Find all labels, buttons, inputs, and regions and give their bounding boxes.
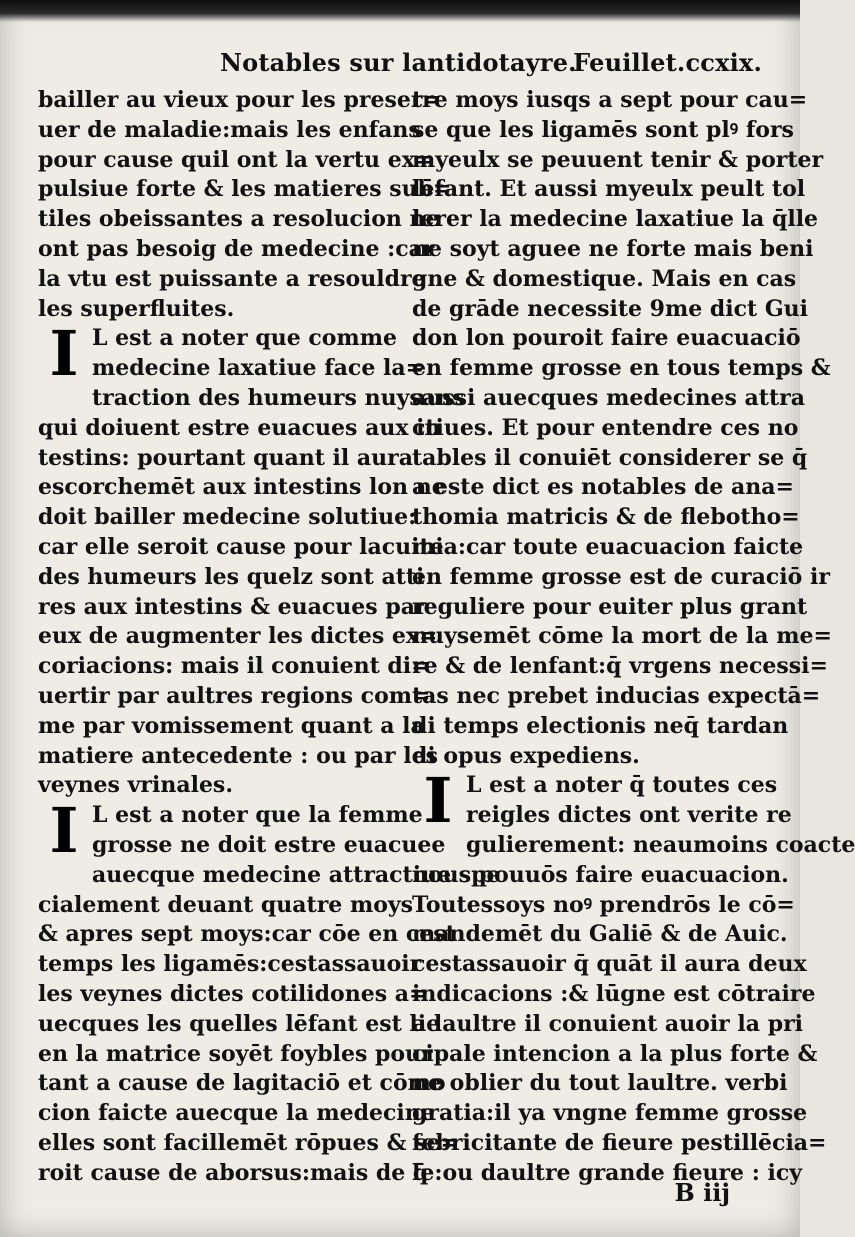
text-line: temps les ligamēs:cestassauoir xyxy=(38,951,422,978)
text-line: les veynes dictes cotilidones a= xyxy=(38,980,428,1007)
left-column xyxy=(38,86,501,1188)
signature-mark: B iij xyxy=(674,1178,730,1207)
text-line: di opus expediens. xyxy=(412,742,640,769)
text-line: ont pas besoig de medecine :car xyxy=(38,235,435,262)
text-line: coriacions: mais il conuient di= xyxy=(38,653,430,680)
text-line: lerer la medecine laxatiue la q̄lle xyxy=(412,206,819,233)
text-line: bailler au vieux pour les preser= xyxy=(38,87,441,113)
text-line: reigles dictes ont verite re xyxy=(466,802,792,829)
text-line: gulierement: neaumoins coacte xyxy=(466,831,855,858)
text-line: les superfluites. xyxy=(38,295,235,322)
paragraph-1 xyxy=(38,317,465,801)
text-line: en femme grosse est de curaciō ir xyxy=(412,563,830,590)
text-line: cestassauoir q̄ quāt il aura deux xyxy=(412,951,807,978)
folio-number: Feuillet.ccxix. xyxy=(573,48,762,77)
text-line: mandemēt du Galiē & de Auic. xyxy=(412,921,788,948)
text-line: indicacions :& lūgne est cōtraire xyxy=(412,980,816,1007)
text-line: testins: pourtant quant il aura xyxy=(38,444,414,471)
text-line: cipale intencion a la plus forte & xyxy=(412,1040,818,1067)
text-line: reguliere pour euiter plus grant xyxy=(412,593,808,620)
page-edge-shadow xyxy=(0,0,800,22)
text-line: ne soyt aguee ne forte mais beni xyxy=(412,235,814,262)
text-line: eux de augmenter les dictes ex= xyxy=(38,623,438,650)
text-line: de grāde necessite 9me dict Gui xyxy=(412,295,808,322)
text-line: en la matrice soyēt foybles pour xyxy=(38,1040,433,1067)
text-line: roit cause de aborsus:mais de q̄ xyxy=(38,1159,429,1186)
text-line: pulsiue forte & les matieres sub= xyxy=(38,176,452,203)
text-line: veynes vrinales. xyxy=(38,772,233,799)
text-line: re & de lenfant:q̄ vrgens necessi= xyxy=(412,653,828,680)
paragraph-2 xyxy=(38,794,501,1188)
text-line: ne oblier du tout laultre. verbi xyxy=(412,1070,788,1097)
text-line: res aux intestins & euacues par xyxy=(38,593,427,620)
text-line: grosse ne doit estre euacuee xyxy=(92,831,446,858)
text-line: L est a noter que la femme xyxy=(92,802,423,829)
paragraph-3 xyxy=(412,764,855,1188)
text-line: a laultre il conuient auoir la pri xyxy=(412,1010,804,1037)
running-head xyxy=(220,48,780,88)
text-line: elles sont facillemēt rōpues & se= xyxy=(38,1129,459,1156)
text-line: auecque medecine attractiue spe xyxy=(92,861,501,888)
text-line: traction des humeurs nuysans xyxy=(92,384,465,411)
text-line: medecine laxatiue face la= xyxy=(92,355,425,382)
text-line: cialement deuant quatre moys xyxy=(38,891,414,918)
text-line: febricitante de fieure pestillēcia= xyxy=(412,1129,827,1156)
text-line: uer de maladie:mais les enfans xyxy=(38,116,421,143)
text-line: don lon pouroit faire euacuaciō xyxy=(412,325,801,352)
page-title: Notables sur lantidotayre. xyxy=(220,48,577,77)
text-line: pour cause quil ont la vertu ex= xyxy=(38,146,434,173)
text-line: la vtu est puissante a resouldre xyxy=(38,265,426,292)
text-line: lēfant. Et aussi myeulx peult tol xyxy=(412,176,806,203)
text-line: L est a noter que comme xyxy=(92,325,397,352)
text-line: uecques les quelles lēfant est lie xyxy=(38,1010,441,1037)
text-line: nuysemēt cōme la mort de la me= xyxy=(412,623,832,650)
text-line: gratia:il ya vngne femme grosse xyxy=(412,1100,808,1127)
text-line: Toutessoys noꝰ prendrōs le cō= xyxy=(412,891,795,918)
right-opening-text xyxy=(412,86,832,771)
decorated-initial: I xyxy=(49,794,79,868)
text-line: des humeurs les quelz sont atti xyxy=(38,563,425,590)
text-line: doit bailler medecine solutiue: xyxy=(38,504,417,531)
text-line: myeulx se peuuent tenir & porter xyxy=(412,146,824,173)
text-line: L est a noter q̄ toutes ces xyxy=(466,772,778,799)
text-line: thomia matricis & de flebotho= xyxy=(412,504,800,531)
text-line: gne & domestique. Mais en cas xyxy=(412,265,797,292)
text-line: matiere antecedente : ou par les xyxy=(38,742,439,769)
decorated-initial: I xyxy=(423,764,453,838)
text-line: tables il conuiēt considerer se q̄ xyxy=(412,444,808,471)
text-line: qui doiuent estre euacues aux in xyxy=(38,414,441,441)
text-line: tant a cause de lagitaciō et cōmo xyxy=(38,1070,446,1097)
text-line: en femme grosse en tous temps & xyxy=(412,355,831,382)
text-line: tiles obeissantes a resolucion ne xyxy=(38,206,440,233)
text-line: le:ou daultre grande fieure : icy xyxy=(412,1159,803,1186)
text-line: tas nec prebet inducias expectā= xyxy=(412,682,821,709)
text-line: me par vomissement quant a la xyxy=(38,712,425,739)
right-column xyxy=(412,86,855,1188)
text-line: ctiues. Et pour entendre ces no xyxy=(412,414,799,441)
text-line: escorchemēt aux intestins lon ne xyxy=(38,474,446,501)
text-line: cion faicte auecque la medecine xyxy=(38,1100,435,1127)
left-opening-text xyxy=(38,86,452,324)
text-line: aussi auecques medecines attra xyxy=(412,384,805,411)
text-line: a este dict es notables de ana= xyxy=(412,474,794,501)
text-line: & apres sept moys:car cōe en cest xyxy=(38,921,456,948)
text-line: se que les ligamēs sont plꝰ fors xyxy=(412,116,794,143)
decorated-initial: I xyxy=(49,317,79,391)
text-line: car elle seroit cause pour lacuite xyxy=(38,533,444,560)
text-line: mia:car toute euacuacion faicte xyxy=(412,533,804,560)
text-line: nous pouuōs faire euacuacion. xyxy=(412,861,789,888)
text-line: di temps electionis neq̄ tardan xyxy=(412,712,789,739)
text-line: tre moys iusqs a sept pour cau= xyxy=(412,87,808,113)
text-line: uertir par aultres regions com= xyxy=(38,682,431,709)
